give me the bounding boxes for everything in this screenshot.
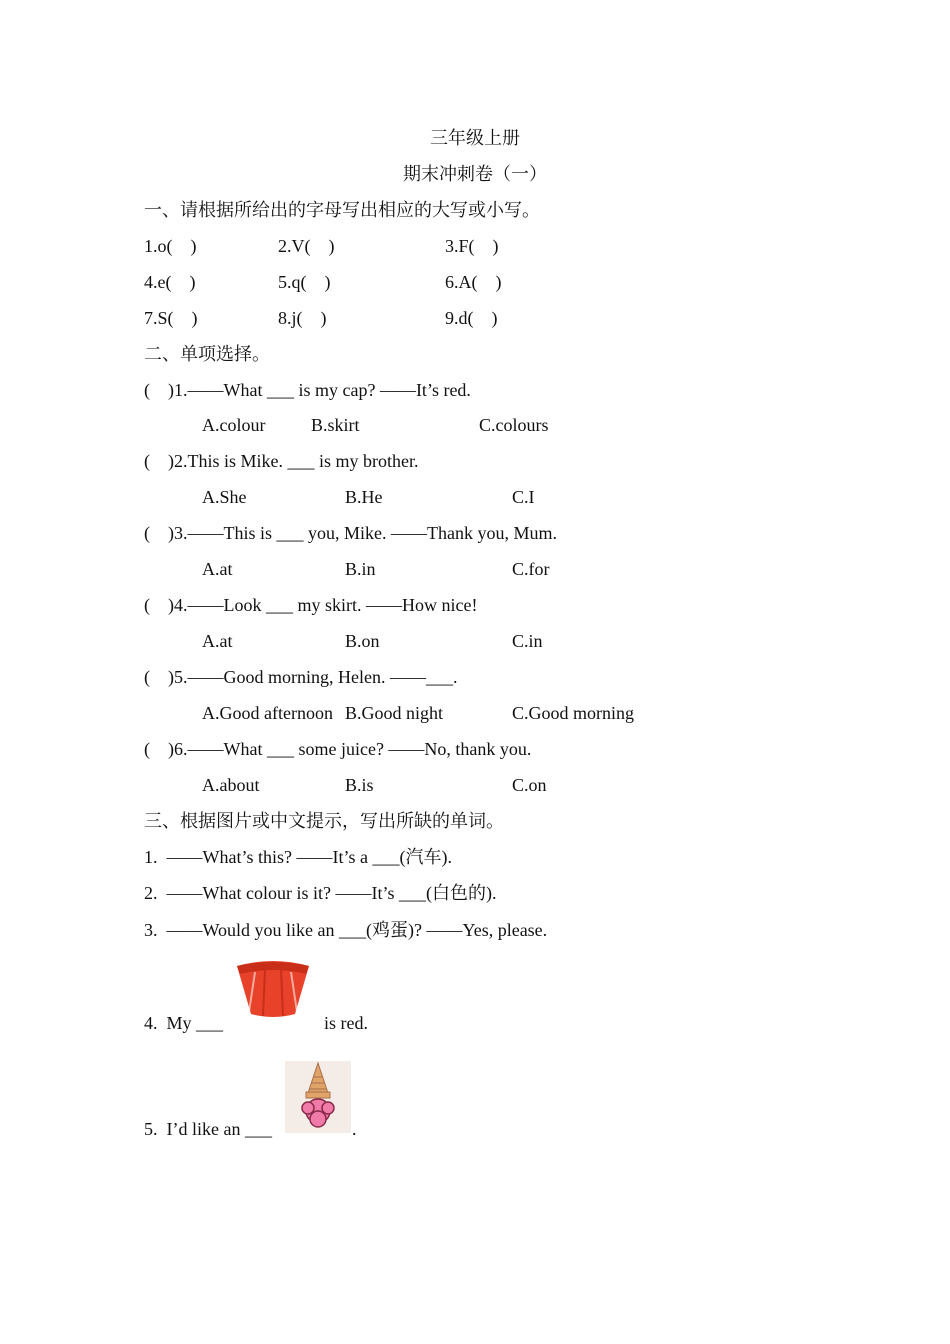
section2-heading: 二、单项选择。 xyxy=(144,344,270,364)
letter-item: 7.S( ) xyxy=(144,308,198,328)
option-c: C.for xyxy=(512,559,550,579)
section1-heading: 一、请根据所给出的字母写出相应的大写或小写。 xyxy=(144,200,540,220)
option-c: C.I xyxy=(512,487,535,507)
question-stem: ( )5.——Good morning, Helen. ——___. xyxy=(144,667,458,687)
option-b: B.He xyxy=(345,487,383,507)
ice-cream-icon xyxy=(285,1061,351,1133)
question-stem: ( )2.This is Mike. ___ is my brother. xyxy=(144,451,419,471)
fill-item: 1. ——What’s this? ——It’s a ___(汽车). xyxy=(144,847,452,867)
letter-item: 2.V( ) xyxy=(278,236,335,256)
option-a: A.She xyxy=(202,487,247,507)
question-stem: ( )6.——What ___ some juice? ——No, thank you. xyxy=(144,739,532,759)
fill-item-4-before: 4. My ___ xyxy=(144,1013,224,1033)
red-skirt-icon xyxy=(233,958,313,1018)
question-stem: ( )3.——This is ___ you, Mike. ——Thank you, Mum. xyxy=(144,523,557,543)
option-b: B.Good night xyxy=(345,703,444,723)
fill-item-4-after: is red. xyxy=(324,1013,368,1033)
letter-item: 3.F( ) xyxy=(445,236,499,256)
option-c: C.in xyxy=(512,631,543,651)
option-b: B.is xyxy=(345,775,374,795)
letter-item: 1.o( ) xyxy=(144,236,197,256)
grade-title: 三年级上册 xyxy=(430,128,520,148)
option-c: C.colours xyxy=(479,415,549,435)
option-b: B.on xyxy=(345,631,380,651)
option-a: A.colour xyxy=(202,415,266,435)
option-a: A.at xyxy=(202,559,233,579)
option-a: A.about xyxy=(202,775,260,795)
option-a: A.Good afternoon xyxy=(202,703,333,723)
fill-item-5-before: 5. I’d like an ___ xyxy=(144,1119,272,1139)
option-b: B.in xyxy=(345,559,376,579)
option-c: C.on xyxy=(512,775,547,795)
letter-item: 9.d( ) xyxy=(445,308,498,328)
section3-heading: 三、根据图片或中文提示，写出所缺的单词。 xyxy=(144,811,504,831)
letter-item: 6.A( ) xyxy=(445,272,502,292)
letter-item: 5.q( ) xyxy=(278,272,331,292)
option-c: C.Good morning xyxy=(512,703,635,723)
fill-item-5-after: . xyxy=(352,1119,357,1139)
fill-item: 3. ——Would you like an ___(鸡蛋)? ——Yes, please. xyxy=(144,920,548,940)
letter-item: 4.e( ) xyxy=(144,272,196,292)
question-stem: ( )1.——What ___ is my cap? ——It’s red. xyxy=(144,380,471,400)
option-a: A.at xyxy=(202,631,233,651)
page-title: 期末冲刺卷（一） xyxy=(403,164,547,184)
question-stem: ( )4.——Look ___ my skirt. ——How nice! xyxy=(144,595,478,615)
option-b: B.skirt xyxy=(311,415,360,435)
fill-item: 2. ——What colour is it? ——It’s ___(白色的). xyxy=(144,883,497,903)
letter-item: 8.j( ) xyxy=(278,308,327,328)
